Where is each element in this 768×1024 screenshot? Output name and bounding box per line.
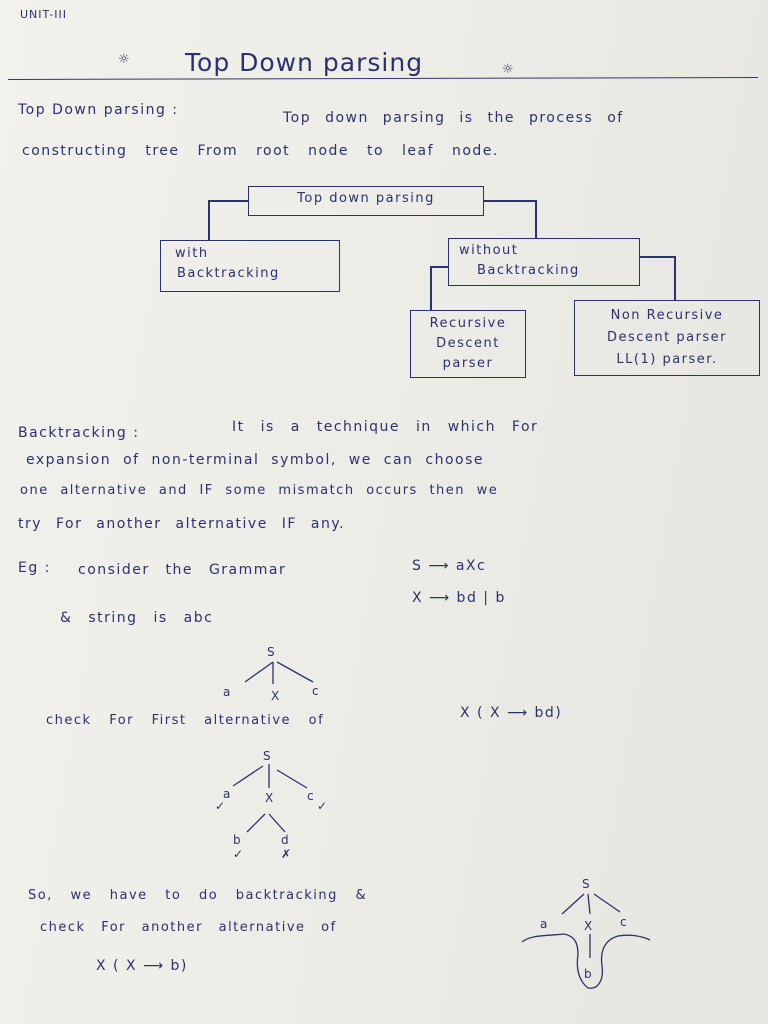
tree2-node-b: b xyxy=(233,833,241,847)
example-text-2: & string is abc xyxy=(60,610,214,626)
grammar-rule-1: S ⟶ aXc xyxy=(412,558,487,574)
definition-term: Top Down parsing : xyxy=(18,102,179,118)
example-label: Eg : xyxy=(18,560,51,576)
diagram-rd-line1: Recursive xyxy=(429,316,507,331)
unit-label: UNIT-III xyxy=(20,8,67,21)
parse-tree-3 xyxy=(518,870,658,995)
tree2-node-c: c xyxy=(307,789,314,803)
diagram-nrd-line1: Non Recursive xyxy=(610,308,724,323)
tree1-node-x: X xyxy=(271,689,280,703)
diagram-root-label: Top down parsing xyxy=(297,191,435,206)
diagram-non-recursive-descent-box xyxy=(574,300,760,376)
diagram-with-backtracking-label: Backtracking xyxy=(177,266,280,281)
tree2-cross-d: ✗ xyxy=(281,847,292,861)
sun-doodle-icon: ☼ xyxy=(502,62,514,77)
tree2-node-x: X xyxy=(265,791,274,805)
tree2-tick-b: ✓ xyxy=(233,847,244,861)
check-first-rule: X ( X ⟶ bd) xyxy=(460,705,563,721)
example-text-1: consider the Grammar xyxy=(78,562,287,578)
tree2-node-a: a xyxy=(223,787,231,801)
backtracking-line-3: one alternative and IF some mismatch occurs then we xyxy=(20,483,499,498)
sun-doodle-icon: ☼ xyxy=(118,52,130,67)
diagram-without-label: without xyxy=(459,243,519,258)
diagram-rd-line2: Descent xyxy=(436,336,500,351)
page-title: Top Down parsing xyxy=(185,48,424,77)
tree3-node-s: S xyxy=(582,877,590,891)
final-line-1: So, we have to do backtracking & xyxy=(28,888,368,903)
tree2-node-d: d xyxy=(281,833,289,847)
tree3-node-a: a xyxy=(540,917,548,931)
tree2-node-s: S xyxy=(263,749,271,763)
diagram-with-label: with xyxy=(175,246,209,261)
diagram-with-backtracking-box xyxy=(160,240,340,292)
backtracking-line-1: It is a technique in which For xyxy=(232,419,539,435)
diagram-without-backtracking-label: Backtracking xyxy=(477,263,580,278)
tree3-node-c: c xyxy=(620,915,627,929)
final-line-2: check For another alternative of xyxy=(40,920,337,935)
backtracking-line-2: expansion of non-terminal symbol, we can choose xyxy=(26,452,484,468)
tree1-node-c: c xyxy=(312,684,319,698)
parse-tree-2 xyxy=(205,740,335,865)
diagram-nrd-line3: LL(1) parser. xyxy=(616,352,718,367)
diagram-rd-line3: parser xyxy=(442,356,494,371)
tree1-node-a: a xyxy=(223,685,231,699)
parse-tree-1 xyxy=(215,638,325,706)
diagram-root-box xyxy=(248,186,484,216)
diagram-without-backtracking-box xyxy=(448,238,640,286)
backtracking-line-4: try For another alternative IF any. xyxy=(18,516,346,532)
tree1-node-s: S xyxy=(267,645,275,659)
definition-line-1: Top down parsing is the process of xyxy=(283,110,624,126)
tree3-node-b: b xyxy=(584,967,592,981)
diagram-nrd-line2: Descent parser xyxy=(606,330,728,345)
grammar-rule-2: X ⟶ bd | b xyxy=(412,590,506,606)
tree3-node-x: X xyxy=(584,919,593,933)
backtracking-term: Backtracking : xyxy=(18,425,140,441)
diagram-recursive-descent-box xyxy=(410,310,526,378)
title-underline xyxy=(8,77,758,80)
definition-line-2: constructing tree From root node to leaf node. xyxy=(22,143,499,159)
tree2-tick-a: ✓ xyxy=(215,799,226,813)
final-line-3: X ( X ⟶ b) xyxy=(96,958,188,974)
check-first-alternative: check For First alternative of xyxy=(46,713,325,728)
tree2-tick-c: ✓ xyxy=(317,799,328,813)
